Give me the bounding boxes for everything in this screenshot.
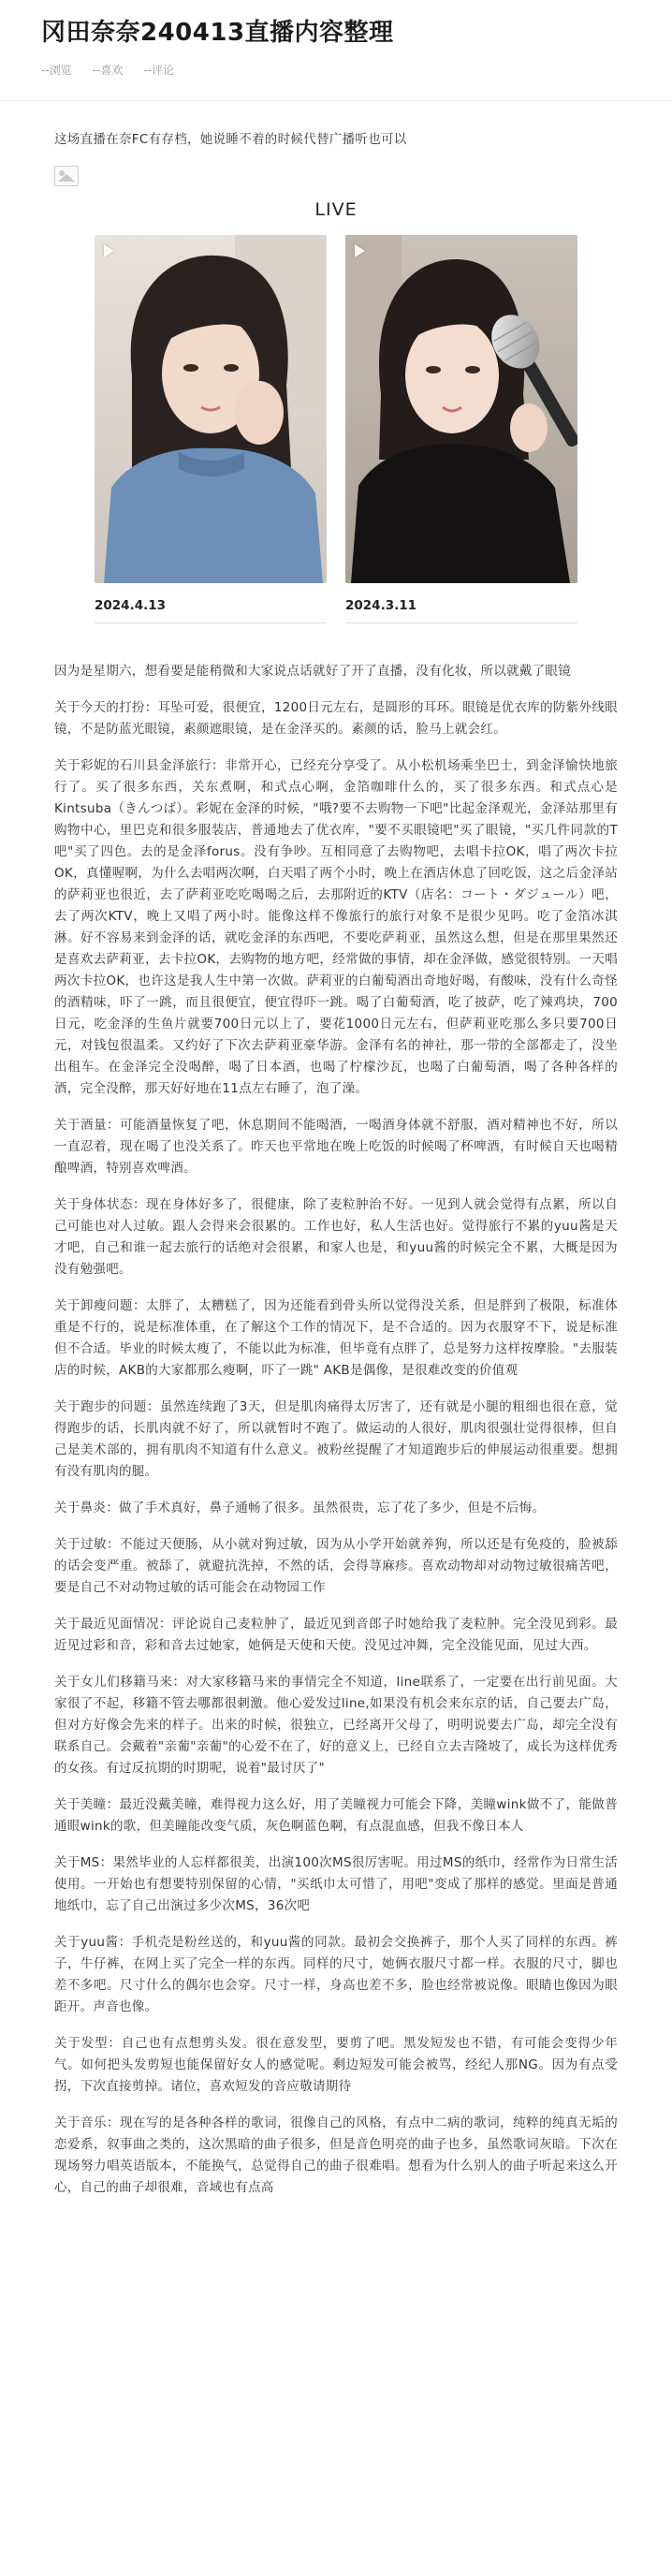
live-photo-2[interactable] <box>345 235 577 583</box>
content-paragraph: 关于过敏：不能过天便肠，从小就对狗过敏，因为从小学开始就养狗，所以还是有免疫的，脸被舔的话会变严重。被舔了，就避抗洗掉，不然的话，会得荨麻疹。喜欢动物却对动物过敏很痛苦吧，要是自己不对动物过敏的话可能会在动物园工作 <box>54 1537 618 1595</box>
likes-count: --喜欢 <box>92 64 124 77</box>
content-paragraph: 关于音乐：现在写的是各种各样的歌词，很像自己的风格，有点中二病的歌词，纯粹的纯真无垢的恋爱系，叙事曲之类的，这次黑暗的曲子很多，但是音色明亮的曲子也多，虽然歌词灰暗。下次在现场努力唱英语版本，不能换气，总觉得自己的曲子很难唱。想看为什么别人的曲子听起来这么开心，自己的曲子却很难，音域也有点高 <box>54 2115 618 2195</box>
content-paragraph: 关于彩妮的石川县金泽旅行：非常开心，已经充分享受了。从小松机场乘坐巴士，到金泽愉快地旅行了。买了很多东西，关东煮啊，和式点心啊，金箔咖啡什么的，买了很多东西。和式点心是Kintsuba（きんつば）。彩妮在金泽的时候，"哦?要不去购物一下吧"比起金泽观光，金泽站那里有购物中心，里巴克和很多服装店，普通地去了优衣库，"要不买眼镜吧"买了眼镜，"买几件同款的T吧"买了四色。去的是金泽forus。没有争吵。互相同意了去购物吧，去唱卡拉OK，唱了两次卡拉OK，真懂喔啊，为什么去唱两次啊，白天唱了两个小时，晚上在酒店休息了回吃饭，这之后金泽站的萨莉亚也很近，去了萨莉亚吃吃喝喝之后，去那附近的KTV（店名：コート・ダジュール）吧，去了两次KTV，晚上又唱了两小时。能像这样不像旅行的旅行对象不是很少见吗。吃了金箔冰淇淋。好不容易来到金泽的话，就吃金泽的东西吧，不要吃萨莉亚，虽然这么想，但是在那里果然还是喜欢去萨莉亚，去卡拉OK，去购物的地方吧，经常做的事情，却在金泽做，感觉很特别。一天唱两次卡拉OK，也许这是我人生中第一次做。萨莉亚的白葡萄酒出奇地好喝，有酸味，没有什么奇怪的酒精味，吓了一跳，而且很便宜，便宜得吓一跳。喝了白葡萄酒，吃了披萨，吃了辣鸡块，700日元，吃金泽的生鱼片就要700日元以上了，要花1000日元左右，但萨莉亚吃那么多只要700日元，对钱包很温柔。又约好了下次去萨莉亚豪华游。金泽有名的神社，那一带的全部都走了，没坐出租车。在金泽完全没喝醉，喝了日本酒，也喝了柠檬沙瓦，也喝了白葡萄酒，喝了各种各样的酒，完全没醉，那天好好地在11点左右睡了，泡了澡。 <box>54 758 618 1096</box>
content-paragraph: 关于卸瘦问题：太胖了，太糟糕了，因为还能看到骨头所以觉得没关系，但是胖到了极限，标准体重是不行的，说是标准体重，在了解这个工作的情况下，是不合适的。因为衣服穿不下，说是标准但不合适。毕业的时候太瘦了，不能以此为标准，但毕竟有点胖了，总是努力这样按摩脸。"去服装店的时候，AKB的大家都那么瘦啊，吓了一跳" AKB是偶像，是很难改变的价值观 <box>54 1298 618 1378</box>
content-paragraph: 关于酒量：可能酒量恢复了吧，休息期间不能喝酒，一喝酒身体就不舒服，酒对精神也不好，所以一直忍着，现在喝了也没关系了。昨天也平常地在晚上吃饭的时候喝了杯啤酒，有时候自天也喝精酿啤酒，特别喜欢啤酒。 <box>54 1118 618 1176</box>
photo-date-1: 2024.4.13 <box>95 598 327 623</box>
article-title: 冈田奈奈240413直播内容整理 <box>41 19 394 47</box>
content-paragraph: 关于今天的打扮：耳坠可爱，很便宜，1200日元左右，是圆形的耳环。眼镜是优衣库的防紫外线眼镜，不是防蓝光眼镜，素颜遮眼镜，是在金泽买的。素颜的话，脸马上就会红。 <box>54 700 618 737</box>
views-count: --浏览 <box>41 64 72 77</box>
broken-image-icon <box>54 166 79 186</box>
content-paragraph: 关于最近见面情况：评论说自己麦粒肿了，最近见到音郎子时她给我了麦粒肿。完全没见到彩。最近见过彩和音，彩和音去过她家，她俩是天使和天使。没见过冲舞，完全没能见面，见过大西。 <box>54 1617 618 1653</box>
header-divider <box>0 100 672 101</box>
article-meta <box>41 62 631 78</box>
portrait-photo-1 <box>95 235 327 583</box>
photo-date-2: 2024.3.11 <box>345 598 577 623</box>
intro-paragraph: 这场直播在奈FC有存档，她说睡不着的时候代替广播听也可以 <box>54 132 407 147</box>
content-paragraph: 关于鼻炎：做了手术真好，鼻子通畅了很多。虽然很贵，忘了花了多少，但是不后悔。 <box>54 1500 546 1515</box>
comments-count[interactable]: --评论 <box>143 64 175 77</box>
content-paragraph: 关于美瞳：最近没戴美瞳，难得视力这么好，用了美瞳视力可能会下降，美瞳wink做不了，能做普通眼wink的歌，但美瞳能改变气质，灰色啊蓝色啊，有点混血感，但我不像日本人 <box>54 1797 618 1834</box>
live-photo-card[interactable] <box>95 235 327 623</box>
live-photos <box>54 235 618 623</box>
article-body <box>0 129 672 2199</box>
play-icon[interactable] <box>104 244 114 257</box>
content-paragraph: 关于女儿们移籍马来：对大家移籍马来的事情完全不知道，line联系了，一定要在出行前见面。大家很了不起，移籍不管去哪都很刺激。他心爱发过line,如果没有机会来东京的话，自己要去广岛，但对方好像会先来的样子。出来的时候，很独立，已经离开父母了，明明说要去广岛，却完全没有联系自己。会戴着"亲葡"亲葡"的心爱不在了，好的意义上，已经自立去吉隆坡了，成长为这样优秀的女孩。有过反抗期的时期呢，说着"最讨厌了" <box>54 1675 618 1776</box>
article-header <box>0 0 672 78</box>
content-paragraph: 因为是星期六，想看要是能稍微和大家说点话就好了开了直播，没有化妆，所以就戴了眼镜 <box>54 664 571 679</box>
play-icon[interactable] <box>355 244 365 257</box>
live-photo-1[interactable] <box>95 235 327 583</box>
content-paragraph: 关于yuu酱：手机壳是粉丝送的，和yuu酱的同款。最初会交换裤子，那个人买了同样的东西。裤子，牛仔裤，在网上买了完全一样的东西。同样的尺寸，她俩衣服尺寸都一样。衣服的尺寸，脚也差不多吧。尺寸什么的偶尔也会穿。尺寸一样，身高也差不多，脸也经常被说像。眼睛也像因为眼距开。声音也像。 <box>54 1935 618 2014</box>
portrait-photo-2 <box>345 235 577 583</box>
live-photo-card[interactable] <box>345 235 577 623</box>
content-paragraph: 关于MS：果然毕业的人忘样都很美，出演100次MS很厉害呢。用过MS的纸巾，经常作为日常生活使用。一开始也有想要特别保留的心情，"买纸巾太可惜了，用吧"变成了那样的感觉。里面是普通地纸巾，忘了自己出演过多少次MS，36次吧 <box>54 1855 618 1913</box>
content-paragraph: 关于跑步的问题：虽然连续跑了3天，但是肌肉痛得太厉害了，还有就是小腿的粗细也很在意，觉得跑步的话，长肌肉就不好了，所以就暂时不跑了。做运动的人很好，肌肉很强壮觉得很棒，但自己是美术部的，拥有肌肉不知道有什么意义。被粉丝提醒了才知道跑步后的伸展运动很重要。想拥有没有肌肉的腿。 <box>54 1399 618 1479</box>
content-paragraphs <box>54 661 618 2199</box>
content-paragraph: 关于身体状态：现在身体好多了，很健康，除了麦粒肿治不好。一见到人就会觉得有点累，所以自己可能也对人过敏。跟人会得来会很累的。工作也好，私人生活也好。觉得旅行不累的yuu酱是天才吧，自己和谁一起去旅行的话绝对会很累，和家人也是，和yuu酱的时候完全不累，大概是因为没有勉强吧。 <box>54 1197 618 1277</box>
live-label: LIVE <box>314 199 358 220</box>
content-paragraph: 关于发型：自己也有点想剪头发。很在意发型，要剪了吧。黑发短发也不错，有可能会变得少年气。如何把头发剪短也能保留好女人的感觉呢。剩边短发可能会被骂，经纪人那NG。因为有点受拐，下次直接剪掉。诸位，喜欢短发的音应敬请期待 <box>54 2036 618 2094</box>
